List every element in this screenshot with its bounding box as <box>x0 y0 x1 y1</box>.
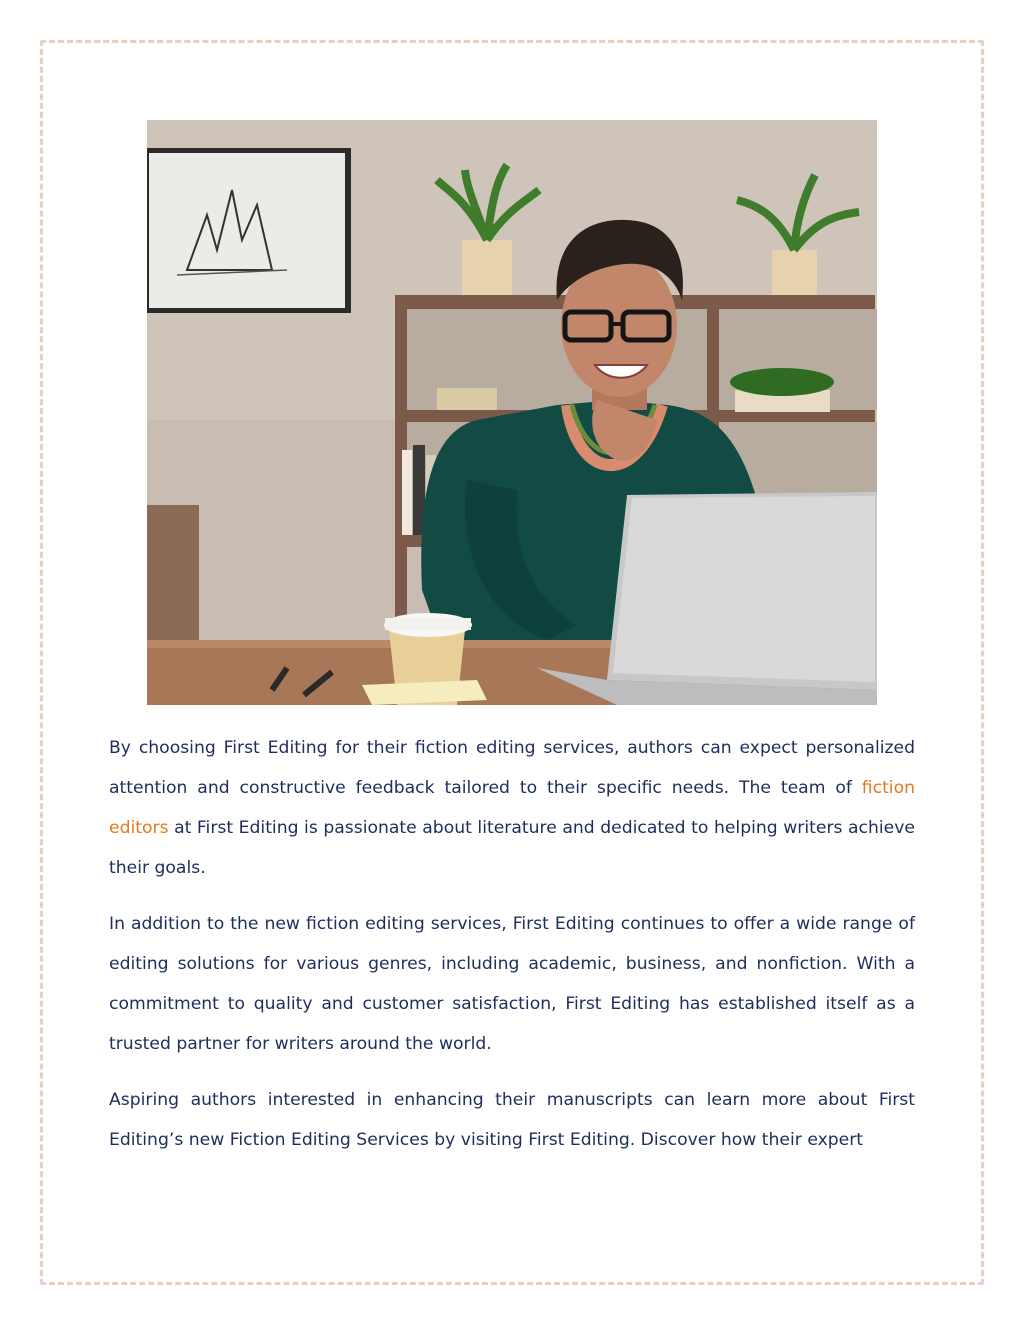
paragraph-1 <box>109 728 915 888</box>
woman-at-laptop-photo <box>147 120 877 705</box>
paragraph-1-text-after-link: at First Editing is passionate about literature and dedicated to helping writers achieve their goals. <box>109 818 915 878</box>
paragraph-1-text-before-link: By choosing First Editing for their fiction editing services, authors can expect personalized attention and constructive feedback tailored to their specific needs. The team of <box>109 738 915 798</box>
fiction-editors-link[interactable]: fiction editors <box>109 778 915 838</box>
paragraph-3: Aspiring authors interested in enhancing their manuscripts can learn more about First Editing’s new Fiction Editing Services by visiting First Editing. Discover how their expert <box>109 1090 915 1150</box>
article-text <box>109 728 915 1176</box>
paragraph-2: In addition to the new fiction editing services, First Editing continues to offer a wide range of editing solutions for various genres, including academic, business, and nonfiction. With a commitment to quality and customer satisfaction, First Editing has established itself as a trusted partner for writers around the world. <box>109 914 915 1054</box>
